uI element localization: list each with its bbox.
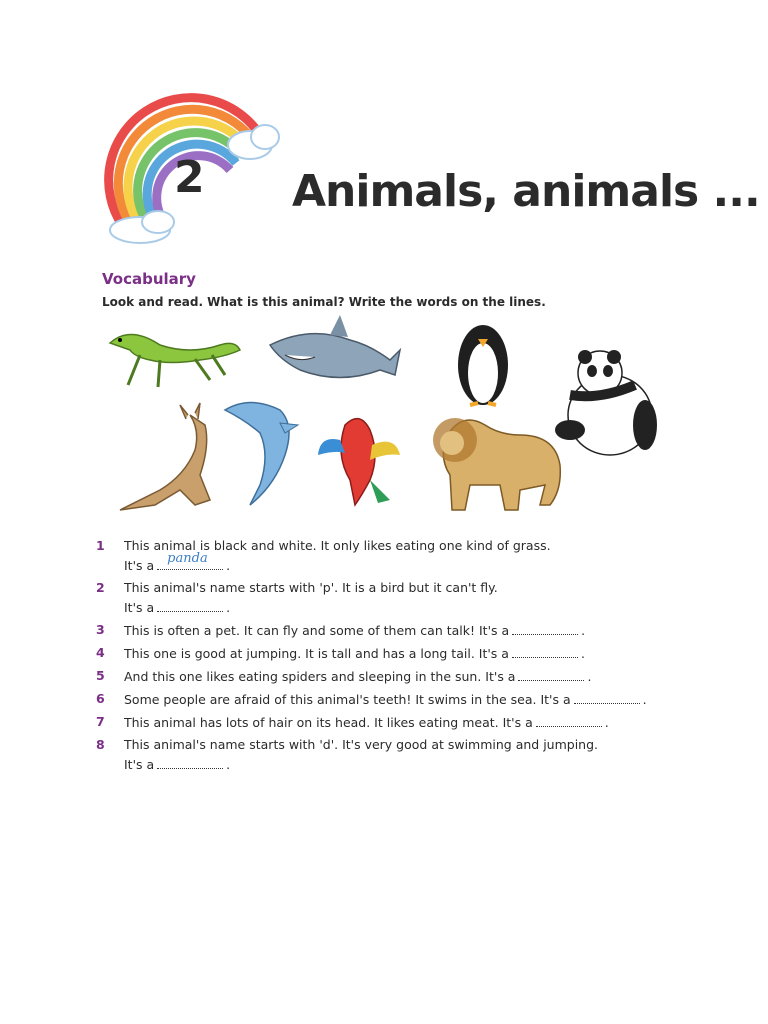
question-item: 6 Some people are afraid of this animal's teeth! It swims in the sea. It's a . [96, 691, 647, 707]
parrot-icon [318, 419, 400, 505]
question-number: 2 [96, 580, 105, 595]
question-text: This animal is black and white. It only likes eating one kind of grass. [124, 538, 551, 553]
answer-blank[interactable] [518, 666, 584, 681]
answer-blank[interactable] [157, 551, 223, 570]
question-item: 5 And this one likes eating spiders and sleeping in the sun. It's a . [96, 668, 592, 684]
kangaroo-icon [120, 403, 210, 510]
answer-blank[interactable] [512, 620, 578, 635]
question-number: 3 [96, 622, 105, 637]
question-text: Some people are afraid of this animal's teeth! It swims in the sea. It's a [124, 692, 571, 707]
instruction-text: Look and read. What is this animal? Write the words on the lines. [102, 295, 546, 309]
panda-icon [555, 350, 657, 455]
question-number: 7 [96, 714, 105, 729]
answer-blank[interactable] [574, 689, 640, 704]
question-number: 4 [96, 645, 105, 660]
lizard-icon [110, 334, 240, 387]
animal-illustrations [100, 315, 660, 520]
unit-header [100, 90, 760, 250]
lion-icon [433, 418, 560, 510]
question-text: And this one likes eating spiders and sleeping in the sun. It's a [124, 669, 516, 684]
handwritten-answer: panda [167, 551, 208, 566]
question-text: This animal's name starts with 'p'. It is a bird but it can't fly. [124, 580, 498, 595]
shark-icon [270, 315, 400, 378]
question-number: 5 [96, 668, 105, 683]
question-number: 6 [96, 691, 105, 706]
question-text: This is often a pet. It can fly and some of them can talk! It's a [124, 623, 510, 638]
question-item: 2 This animal's name starts with 'p'. It is a bird but it can't fly. It's a . [96, 578, 686, 617]
page-title: Animals, animals ... [292, 166, 760, 217]
answer-blank[interactable] [536, 712, 602, 727]
answer-blank[interactable] [157, 754, 223, 769]
penguin-icon [458, 325, 508, 405]
question-number: 1 [96, 538, 105, 553]
question-list [96, 536, 686, 777]
section-title: Vocabulary [102, 270, 196, 288]
unit-number: 2 [174, 152, 205, 203]
answer-blank[interactable] [157, 597, 223, 612]
question-number: 8 [96, 737, 105, 752]
question-text: This animal has lots of hair on its head. It likes eating meat. It's a [124, 715, 533, 730]
dolphin-icon [225, 403, 298, 506]
question-item: 3 This is often a pet. It can fly and some of them can talk! It's a . [96, 622, 586, 638]
question-item: 4 This one is good at jumping. It is tall and has a long tail. It's a . [96, 645, 585, 661]
question-text: This one is good at jumping. It is tall and has a long tail. It's a [124, 646, 509, 661]
question-item: 8 This animal's name starts with 'd'. It's very good at swimming and jumping. It's a . [96, 735, 686, 774]
question-item: 1 This animal is black and white. It only likes eating one kind of grass. It's a panda . [96, 536, 686, 575]
question-text: This animal's name starts with 'd'. It's very good at swimming and jumping. [124, 737, 599, 752]
question-item: 7 This animal has lots of hair on its head. It likes eating meat. It's a . [96, 714, 609, 730]
answer-blank[interactable] [512, 643, 578, 658]
